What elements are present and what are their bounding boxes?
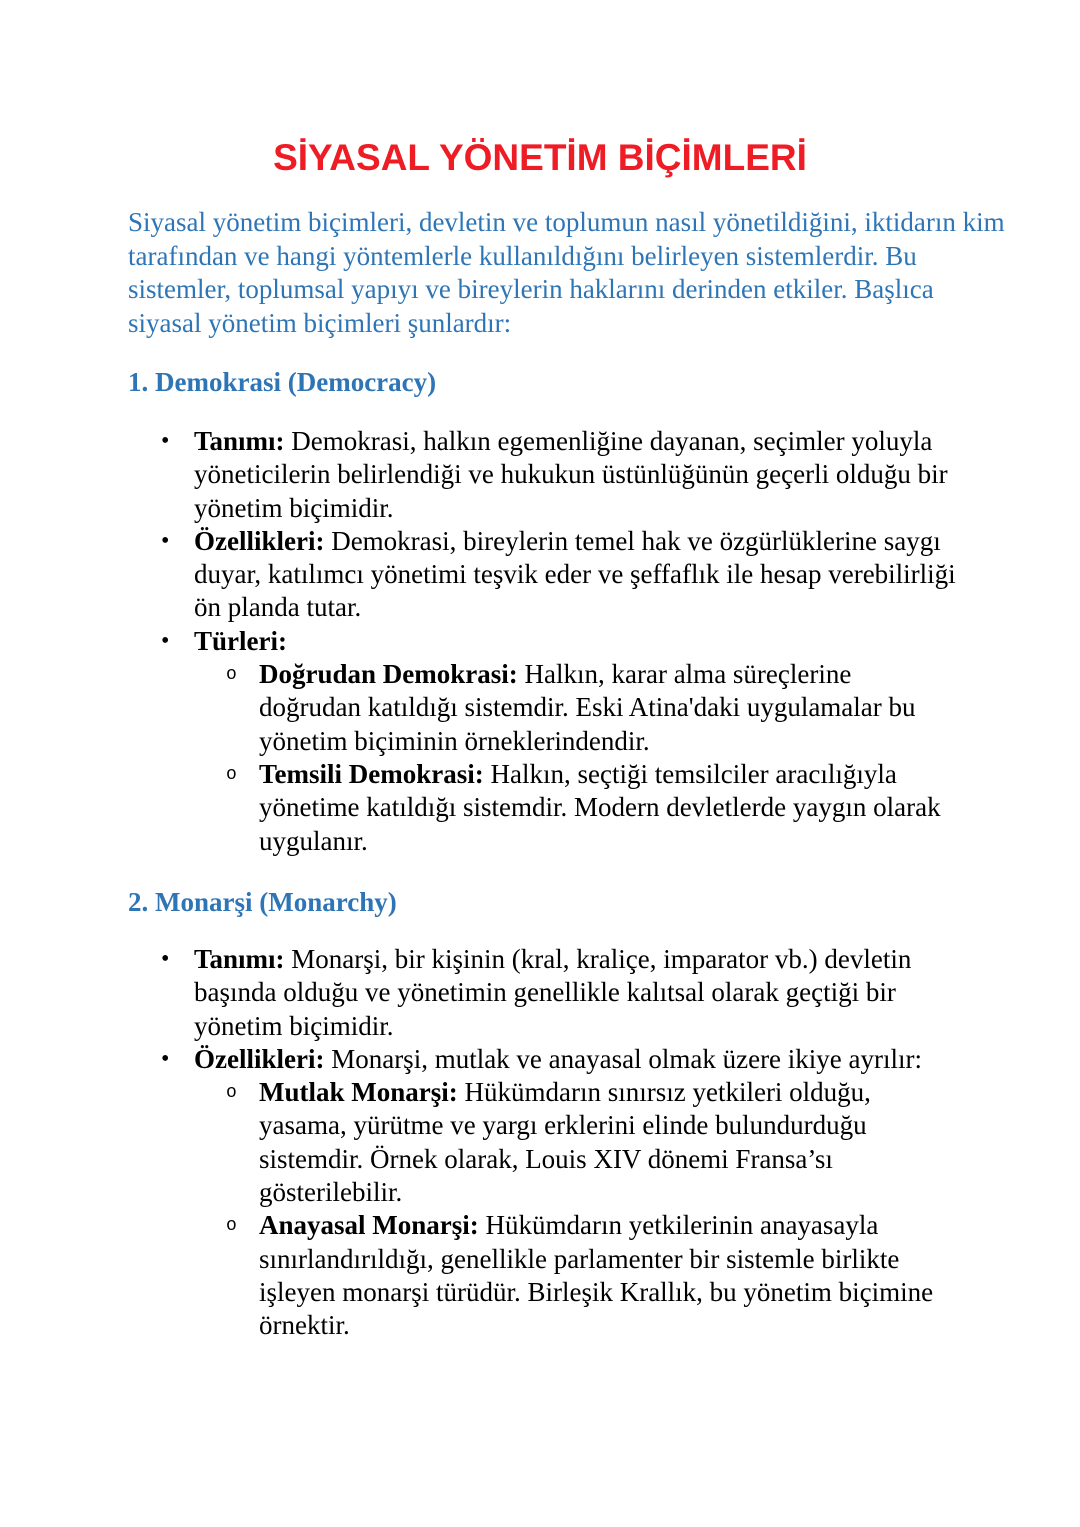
list-item-constitutional-monarchy xyxy=(259,1209,959,1342)
item-label: Doğrudan Demokrasi: xyxy=(259,659,518,690)
monarchy-types-list xyxy=(259,1076,959,1342)
monarchy-features xyxy=(194,1043,984,1343)
section-heading-monarchy: 2. Monarşi (Monarchy) xyxy=(128,887,397,917)
features-text: Demokrasi, bireylerin temel hak ve özgürlüklerine saygı duyar, katılımcı yönetimi teşvik eder ve şeffaflık ile hesap verebilirliği ön planda tutar. xyxy=(194,525,956,623)
types-label: Türleri: xyxy=(194,625,287,656)
section-heading-democracy: 1. Demokrasi (Democracy) xyxy=(128,367,437,397)
item-text: Hükümdarın yetkilerinin anayasayla sınırlandırıldığı, genellikle parlamenter bir sistemle birlikte işleyen monarşi türüdür. Birleşik Krallık, bu yönetim biçimine örnektir. xyxy=(259,1210,934,1341)
monarchy-bullet-list xyxy=(194,943,984,1343)
item-label: Anayasal Monarşi: xyxy=(259,1210,479,1241)
list-item-direct-democracy xyxy=(259,658,959,758)
democracy-features xyxy=(194,525,984,625)
democracy-bullet-list xyxy=(194,425,984,858)
item-label: Temsili Demokrasi: xyxy=(259,758,484,789)
definition-label: Tanımı: xyxy=(194,944,285,974)
item-label: Mutlak Monarşi: xyxy=(259,1077,458,1108)
item-text: Halkın, seçtiği temsilciler aracılığıyla yönetime katıldığı sistemdir. Modern devletlerde yaygın olarak uygulanır. xyxy=(259,758,941,856)
list-item-representative-democracy xyxy=(259,758,959,858)
monarchy-definition xyxy=(194,943,984,1043)
features-label: Özellikleri: xyxy=(194,1043,325,1074)
list-item-absolute-monarchy xyxy=(259,1076,959,1209)
item-text: Halkın, karar alma süreçlerine doğrudan katıldığı sistemdir. Eski Atina'daki uygulamalar bu yönetim biçiminin örneklerindendir. xyxy=(259,659,916,756)
intro-paragraph: Siyasal yönetim biçimleri, devletin ve toplumun nasıl yönetildiğini, iktidarın kim tarafından ve hangi yöntemlerle kullanıldığını belirleyen sistemlerdir. Bu sistemler, toplumsal yapıyı ve bireylerin haklarını derinden etkiler. Başlıca siyasal yönetim biçimleri şunlardır: xyxy=(128,207,1005,338)
definition-text: Demokrasi, halkın egemenliğine dayanan, seçimler yoluyla yöneticilerin belirlendiği ve hukukun üstünlüğünün geçerli olduğu bir yönetim biçimidir. xyxy=(194,426,948,523)
definition-label: Tanımı: xyxy=(194,426,285,456)
features-text: Monarşi, mutlak ve anayasal olmak üzere ikiye ayrılır: xyxy=(324,1043,922,1074)
page-title: SİYASAL YÖNETİM BİÇİMLERİ xyxy=(273,137,807,178)
democracy-types-list xyxy=(259,658,959,858)
democracy-types xyxy=(194,625,984,858)
features-label: Özellikleri: xyxy=(194,525,325,556)
definition-text: Monarşi, bir kişinin (kral, kraliçe, imparator vb.) devletin başında olduğu ve yönetimin genellikle kalıtsal olarak geçtiği bir yönetim biçimidir. xyxy=(194,944,912,1041)
item-text: Hükümdarın sınırsız yetkileri olduğu, yasama, yürütme ve yargı erklerini elinde bulundurduğu sistemdir. Örnek olarak, Louis XIV dönemi Fransa’sı gösterilebilir. xyxy=(259,1077,871,1208)
democracy-definition xyxy=(194,425,984,525)
